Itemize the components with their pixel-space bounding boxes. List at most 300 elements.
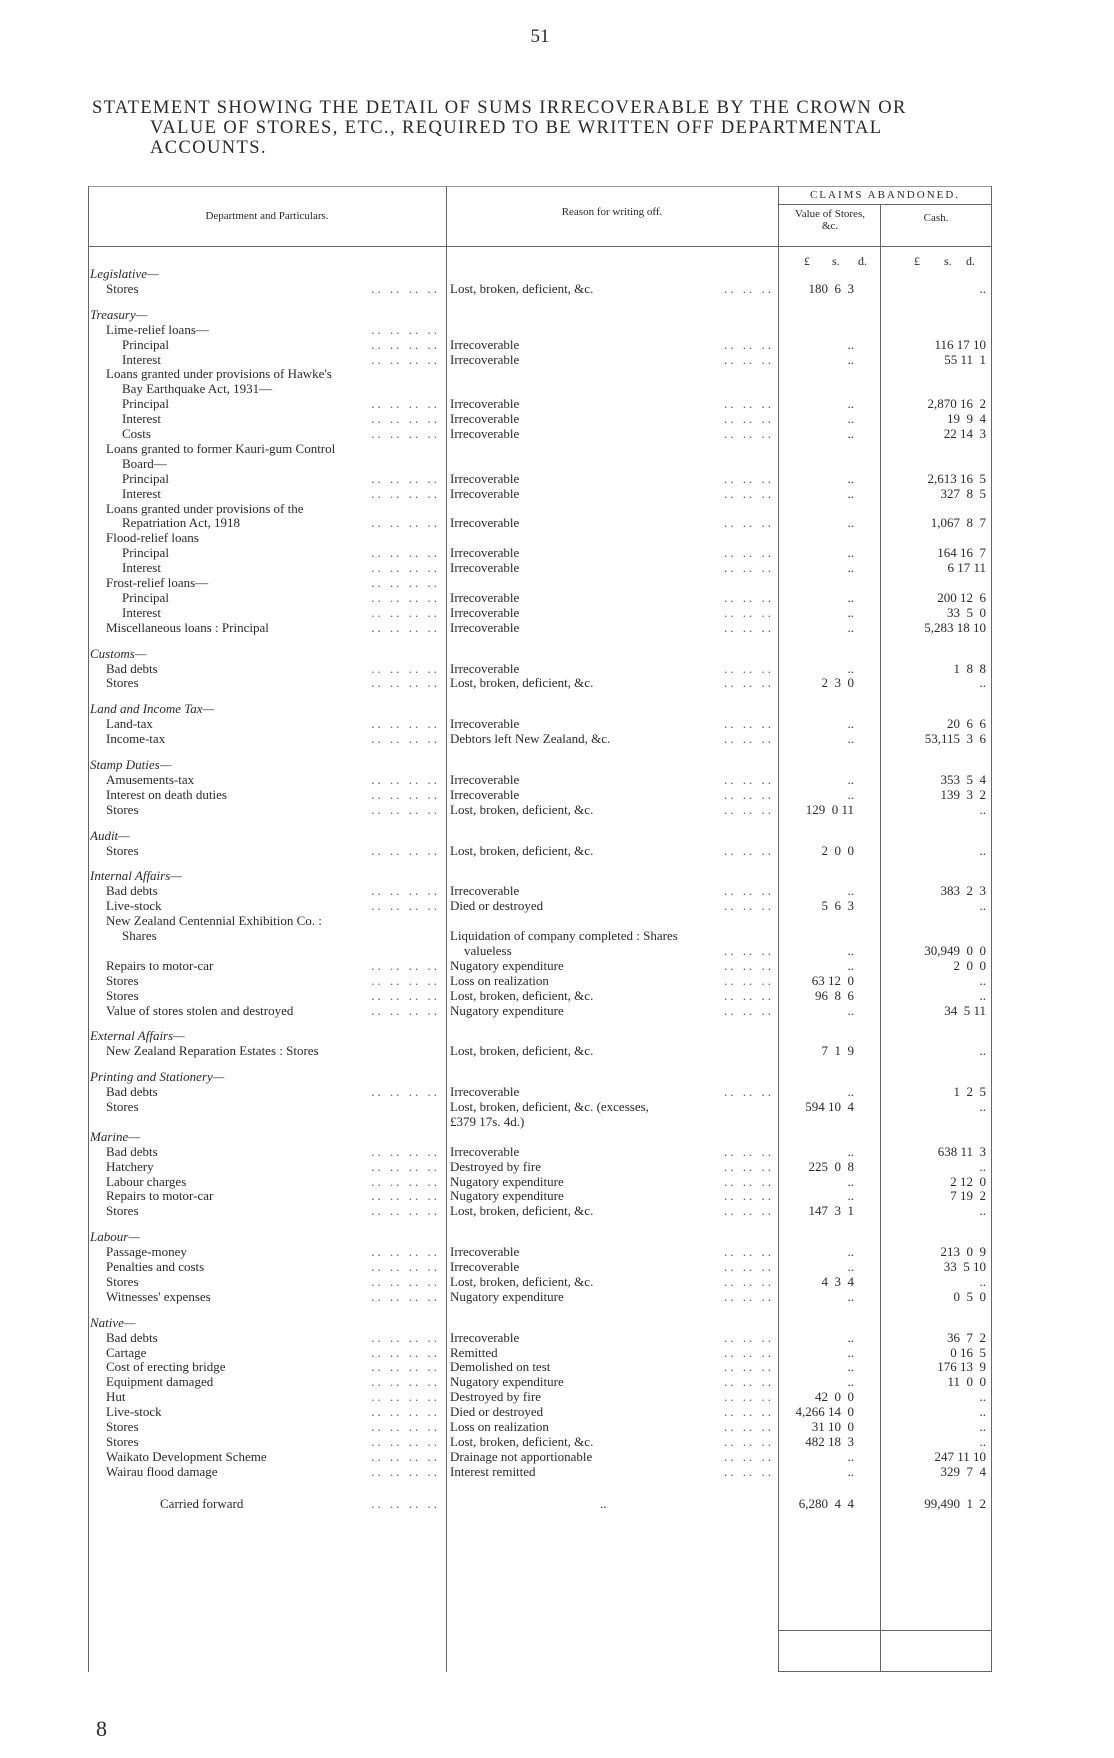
leader-dots: .. .. .. [724, 426, 774, 441]
section-heading: External Affairs— [90, 1028, 185, 1044]
unit-shilling-value: s. [832, 254, 840, 268]
value-of-stores-cell: .. [847, 660, 854, 676]
leader-dots: .. .. .. [724, 1244, 774, 1260]
unit-pence-cash: d. [966, 254, 975, 268]
reason-cell: Debtors left New Zealand, &c. [450, 731, 611, 747]
particulars-column [90, 1330, 442, 1345]
leader-dots: .. .. .. .. [371, 1244, 440, 1260]
leader-dots: .. .. .. .. [371, 1433, 440, 1449]
cash-cell: 5,283 18 10 [924, 619, 986, 635]
reason-column [450, 1289, 776, 1304]
particulars-cell: Interest [122, 351, 161, 367]
table-row [88, 1449, 992, 1464]
leader-dots: .. .. .. [724, 1329, 774, 1345]
leader-dots: .. .. .. .. [371, 575, 440, 590]
cash-cell: 1 8 8 [953, 660, 986, 676]
section-heading-row [88, 757, 992, 772]
reason-column [450, 471, 776, 486]
table-row [88, 1434, 992, 1449]
reason-column [450, 560, 776, 575]
section-heading-row [88, 1028, 992, 1043]
particulars-column [90, 396, 442, 411]
particulars-cell: Stores [106, 1273, 139, 1289]
cash-cell: 2,613 16 5 [927, 470, 986, 486]
cash-cell: .. [979, 1389, 986, 1405]
reason-cell: Lost, broken, deficient, &c. (excesses, [450, 1099, 649, 1114]
unit-shilling-cash: s. [944, 254, 952, 268]
reason-cell: Lost, broken, deficient, &c. [450, 801, 594, 817]
particulars-column [90, 486, 442, 501]
particulars-column [90, 530, 442, 545]
section-heading-row [88, 828, 992, 843]
leader-dots: .. .. .. [724, 1002, 774, 1018]
table-row [88, 731, 992, 746]
particulars-column [90, 501, 442, 516]
reason-column [450, 1244, 776, 1259]
leader-dots: .. .. .. [724, 1359, 774, 1375]
particulars-cell: Stores [106, 280, 139, 296]
leader-dots: .. .. .. [724, 1273, 774, 1289]
cash-cell: 2 12 0 [950, 1173, 986, 1189]
particulars-column [90, 1289, 442, 1304]
leader-dots: .. .. .. .. [371, 1173, 440, 1189]
table-row [88, 530, 992, 545]
section-heading: Labour— [90, 1229, 140, 1245]
value-of-stores-cell: .. [847, 351, 854, 367]
section-heading: Printing and Stationery— [90, 1069, 225, 1085]
particulars-column [90, 1203, 442, 1218]
table-row [88, 620, 992, 635]
value-of-stores-cell: 482 18 3 [805, 1433, 854, 1449]
particulars-cell: Bad debts [106, 883, 158, 899]
leader-dots: .. .. .. .. [371, 731, 440, 747]
leader-dots: .. .. .. .. [371, 619, 440, 635]
leader-dots: .. .. .. [724, 604, 774, 620]
particulars-cell: Value of stores stolen and destroyed [106, 1002, 294, 1018]
cash-cell: .. [979, 801, 986, 817]
reason-cell: Destroyed by fire [450, 1389, 541, 1405]
value-of-stores-cell: 6,280 4 4 [798, 1495, 854, 1511]
leader-dots: .. .. .. [724, 972, 774, 988]
table-row [88, 1289, 992, 1304]
particulars-column [90, 1464, 442, 1479]
leader-dots: .. .. .. .. [371, 801, 440, 817]
particulars-cell: Bad debts [106, 1143, 158, 1159]
particulars-column [90, 620, 442, 635]
particulars-cell: Principal [122, 396, 169, 412]
reason-cell: valueless [464, 942, 512, 958]
leader-dots: .. .. .. [724, 771, 774, 787]
leader-dots: .. .. .. [724, 1188, 774, 1204]
section-heading: Internal Affairs— [90, 868, 182, 884]
reason-column [450, 620, 776, 635]
particulars-column [90, 575, 442, 590]
particulars-cell: Shares [122, 928, 157, 943]
reason-cell: Lost, broken, deficient, &c. [450, 1043, 594, 1059]
cash-cell: 22 14 3 [943, 426, 986, 441]
carried-forward-row [88, 1496, 992, 1511]
page-title [92, 98, 1022, 158]
reason-column [450, 787, 776, 802]
value-of-stores-cell: .. [847, 485, 854, 501]
particulars-column [90, 913, 442, 928]
particulars-column [90, 1274, 442, 1289]
reason-column [450, 675, 776, 690]
total-top-rule [778, 1630, 992, 1631]
total-bottom-rule [778, 1671, 992, 1672]
particulars-column [90, 1244, 442, 1259]
particulars-cell: Amusements-tax [106, 771, 195, 787]
leader-dots: .. .. .. [724, 589, 774, 605]
table-row [88, 1043, 992, 1058]
reason-column [450, 898, 776, 913]
cash-cell: .. [979, 1273, 986, 1289]
cash-cell: 116 17 10 [934, 336, 986, 352]
reason-cell: Lost, broken, deficient, &c. [450, 675, 594, 691]
particulars-cell: Carried forward [160, 1495, 244, 1511]
reason-cell: Demolished on test [450, 1359, 551, 1375]
value-of-stores-cell: .. [847, 1329, 854, 1345]
reason-cell: Irrecoverable [450, 470, 520, 486]
cash-cell: 0 5 0 [953, 1288, 986, 1304]
cash-cell: .. [979, 1404, 986, 1420]
table-row [88, 441, 992, 456]
table-row [88, 661, 992, 676]
cash-cell: 33 5 0 [947, 604, 986, 620]
table-row [88, 501, 992, 516]
particulars-cell: Waikato Development Scheme [106, 1448, 267, 1464]
leader-dots: .. .. .. [724, 942, 774, 958]
cash-cell: .. [979, 972, 986, 988]
value-of-stores-cell: .. [847, 396, 854, 412]
particulars-column [90, 802, 442, 817]
reason-column [450, 352, 776, 367]
leader-dots: .. .. .. [724, 1084, 774, 1100]
particulars-column [90, 1003, 442, 1018]
reason-cell: Nugatory expenditure [450, 1288, 564, 1304]
reason-cell: Irrecoverable [450, 336, 520, 352]
reason-cell: Destroyed by fire [450, 1158, 541, 1174]
reason-column [450, 1419, 776, 1434]
reason-column [450, 1003, 776, 1018]
particulars-cell: New Zealand Centennial Exhibition Co. : [106, 913, 322, 929]
table-row [88, 426, 992, 441]
reason-column [450, 1084, 776, 1099]
particulars-column [90, 958, 442, 973]
reason-column [450, 1144, 776, 1159]
value-of-stores-cell: .. [847, 1188, 854, 1204]
particulars-cell: Equipment damaged [106, 1374, 214, 1390]
footer-mark: 8 [96, 1716, 107, 1741]
leader-dots: .. .. .. .. [371, 1203, 440, 1219]
leader-dots: .. .. .. [724, 411, 774, 427]
table-row [88, 988, 992, 1003]
table-row [88, 928, 992, 943]
table-row [88, 471, 992, 486]
reason-column [450, 1274, 776, 1289]
particulars-column [90, 757, 442, 772]
header-reason: Reason for writing off. [561, 206, 663, 218]
leader-dots: .. .. .. [724, 883, 774, 899]
value-of-stores-cell: .. [847, 604, 854, 620]
leader-dots: .. .. .. [724, 1389, 774, 1405]
particulars-column [90, 1069, 442, 1084]
section-heading-row [88, 1129, 992, 1144]
leader-dots: .. .. .. [724, 545, 774, 561]
value-of-stores-cell: .. [847, 619, 854, 635]
particulars-column [90, 426, 442, 441]
leader-dots: .. .. .. [724, 675, 774, 691]
reason-column [450, 973, 776, 988]
particulars-column [90, 411, 442, 426]
value-of-stores-cell: 129 0 11 [805, 801, 854, 817]
particulars-cell: Costs [122, 426, 151, 441]
cash-cell: 20 6 6 [947, 716, 986, 732]
table-row [88, 1464, 992, 1479]
particulars-column [90, 661, 442, 676]
reason-column [450, 843, 776, 858]
leader-dots: .. .. .. [724, 1463, 774, 1479]
reason-column [450, 1159, 776, 1174]
leader-dots: .. .. .. .. [371, 1404, 440, 1420]
table-row [88, 337, 992, 352]
reason-column [450, 1449, 776, 1464]
reason-column [450, 772, 776, 787]
reason-cell: Irrecoverable [450, 604, 520, 620]
particulars-column [90, 787, 442, 802]
value-of-stores-cell: .. [847, 560, 854, 576]
particulars-cell: Stores [106, 842, 139, 858]
leader-dots: .. .. .. .. [371, 987, 440, 1003]
reason-cell: Irrecoverable [450, 883, 520, 899]
cash-cell: .. [979, 280, 986, 296]
leader-dots: .. .. .. [724, 1404, 774, 1420]
reason-column [450, 1434, 776, 1449]
section-heading-row [88, 646, 992, 661]
particulars-column [90, 1374, 442, 1389]
reason-column [450, 1389, 776, 1404]
reason-column [450, 716, 776, 731]
leader-dots: .. .. .. .. [371, 1344, 440, 1360]
leader-dots: .. .. .. [724, 898, 774, 914]
leader-dots: .. .. .. [724, 1203, 774, 1219]
particulars-column [90, 701, 442, 716]
reason-cell: Irrecoverable [450, 716, 520, 732]
particulars-cell: Stores [106, 1203, 139, 1219]
section-heading: Treasury— [90, 306, 148, 322]
particulars-column [90, 560, 442, 575]
particulars-column [90, 471, 442, 486]
value-of-stores-cell: .. [847, 1448, 854, 1464]
reason-cell: Lost, broken, deficient, &c. [450, 987, 594, 1003]
header-bottom-rule [88, 246, 992, 247]
value-of-stores-cell: .. [847, 470, 854, 486]
table-row [88, 1244, 992, 1259]
particulars-column [90, 545, 442, 560]
particulars-cell: Repairs to motor-car [106, 957, 214, 973]
reason-column [450, 411, 776, 426]
reason-column [450, 396, 776, 411]
leader-dots: .. .. .. .. [371, 515, 440, 531]
cash-cell: 164 16 7 [937, 545, 986, 561]
value-of-stores-cell: .. [847, 1244, 854, 1260]
leader-dots: .. .. .. .. [371, 716, 440, 732]
reason-cell: Lost, broken, deficient, &c. [450, 1273, 594, 1289]
cash-cell: 329 7 4 [940, 1463, 986, 1479]
cash-cell: 36 7 2 [947, 1329, 986, 1345]
leader-dots: .. .. .. .. [371, 1273, 440, 1289]
leader-dots: .. .. .. [724, 1374, 774, 1390]
leader-dots: .. .. .. .. [371, 1463, 440, 1479]
reason-cell: Loss on realization [450, 972, 549, 988]
value-of-stores-cell: 5 6 3 [821, 898, 854, 914]
particulars-cell: Repatriation Act, 1918 [122, 515, 241, 531]
particulars-column [90, 1174, 442, 1189]
particulars-cell: New Zealand Reparation Estates : Stores [106, 1043, 319, 1059]
value-of-stores-cell: .. [847, 1143, 854, 1159]
particulars-column [90, 1129, 442, 1144]
value-of-stores-cell: .. [847, 942, 854, 958]
value-of-stores-cell: 4 3 4 [821, 1273, 854, 1289]
reason-cell: Irrecoverable [450, 485, 520, 501]
reason-column [450, 486, 776, 501]
particulars-column [90, 1359, 442, 1374]
table-row [88, 1084, 992, 1099]
particulars-column [90, 898, 442, 913]
leader-dots: .. .. .. [724, 619, 774, 635]
particulars-column [90, 1188, 442, 1203]
value-of-stores-cell: 42 0 0 [815, 1389, 854, 1405]
particulars-cell: Interest [122, 604, 161, 620]
reason-column [450, 590, 776, 605]
value-of-stores-cell: .. [847, 1288, 854, 1304]
section-heading-row [88, 701, 992, 716]
reason-column [450, 1188, 776, 1203]
leader-dots: .. .. .. .. [371, 898, 440, 914]
leader-dots: .. .. .. .. [371, 396, 440, 412]
table-row [88, 675, 992, 690]
table-row [88, 1144, 992, 1159]
table-row [88, 1188, 992, 1203]
cash-cell: 7 19 2 [950, 1188, 986, 1204]
particulars-column [90, 988, 442, 1003]
value-of-stores-cell: .. [847, 589, 854, 605]
cash-cell: 0 16 5 [950, 1344, 986, 1360]
reason-column [450, 1496, 776, 1511]
particulars-column [90, 772, 442, 787]
table-row [88, 352, 992, 367]
particulars-cell: Interest on death duties [106, 786, 227, 802]
cash-cell: .. [979, 987, 986, 1003]
cash-cell: 33 5 10 [943, 1259, 986, 1274]
reason-cell: Irrecoverable [450, 1084, 520, 1100]
particulars-column [90, 1496, 442, 1511]
cash-cell: 139 3 2 [940, 786, 986, 802]
particulars-column [90, 281, 442, 296]
reason-column [450, 1359, 776, 1374]
reason-cell: Irrecoverable [450, 560, 520, 576]
leader-dots: .. .. .. .. [371, 660, 440, 676]
particulars-column [90, 322, 442, 337]
particulars-cell: Loans granted under provisions of Hawke's [106, 366, 332, 382]
value-of-stores-cell: .. [847, 1344, 854, 1360]
reason-cell: Loss on realization [450, 1419, 549, 1434]
value-of-stores-cell: .. [847, 1359, 854, 1375]
table-row [88, 943, 992, 958]
leader-dots: .. .. .. .. [371, 786, 440, 802]
cash-cell: 34 5 11 [944, 1002, 986, 1018]
reason-cell: Irrecoverable [450, 515, 520, 531]
particulars-cell: Repairs to motor-car [106, 1188, 214, 1204]
particulars-cell: Miscellaneous loans : Principal [106, 619, 269, 635]
leader-dots: .. .. .. .. [371, 411, 440, 427]
leader-dots: .. .. .. .. [371, 336, 440, 352]
table-row [88, 590, 992, 605]
table-row [88, 1174, 992, 1189]
cash-cell: 200 12 6 [937, 589, 986, 605]
reason-cell: Irrecoverable [450, 396, 520, 412]
cash-cell: 383 2 3 [940, 883, 986, 899]
particulars-cell: Stores [106, 1433, 139, 1449]
reason-column [450, 337, 776, 352]
section-heading: Stamp Duties— [90, 757, 172, 772]
cash-cell: 638 11 3 [937, 1143, 986, 1159]
section-heading: Marine— [90, 1128, 140, 1144]
table-row [88, 843, 992, 858]
title-line-3: ACCOUNTS. [150, 138, 267, 158]
table-row [88, 456, 992, 471]
particulars-cell: Frost-relief loans— [106, 575, 209, 590]
title-line-2: VALUE OF STORES, ETC., REQUIRED TO BE WRITTEN OFF DEPARTMENTAL [150, 118, 883, 138]
particulars-cell: Principal [122, 336, 169, 352]
particulars-cell: Wairau flood damage [106, 1463, 218, 1479]
table-row [88, 716, 992, 731]
reason-cell: Irrecoverable [450, 660, 520, 676]
particulars-cell: Penalties and costs [106, 1259, 205, 1274]
particulars-column [90, 675, 442, 690]
reason-column [450, 1259, 776, 1274]
particulars-cell: Labour charges [106, 1173, 187, 1189]
particulars-cell: Principal [122, 589, 169, 605]
particulars-column [90, 1259, 442, 1274]
table-row [88, 560, 992, 575]
cash-cell: 1 2 5 [953, 1084, 986, 1100]
leader-dots: .. .. .. .. [371, 1374, 440, 1390]
particulars-column [90, 352, 442, 367]
reason-column [450, 1404, 776, 1419]
reason-column [450, 943, 776, 958]
leader-dots: .. .. .. [724, 485, 774, 501]
table-top-rule [88, 186, 992, 187]
cash-cell: .. [979, 1419, 986, 1434]
leader-dots: .. .. .. [724, 1433, 774, 1449]
leader-dots: .. .. .. .. [371, 771, 440, 787]
value-of-stores-cell: .. [847, 1173, 854, 1189]
reason-cell: Irrecoverable [450, 411, 520, 427]
section-heading-row [88, 1229, 992, 1244]
leader-dots: .. .. .. [724, 351, 774, 367]
cash-cell: .. [979, 842, 986, 858]
particulars-column [90, 1144, 442, 1159]
particulars-cell: Live-stock [106, 898, 162, 914]
particulars-cell: Live-stock [106, 1404, 162, 1420]
reason-cell: Nugatory expenditure [450, 1188, 564, 1204]
particulars-column [90, 731, 442, 746]
leader-dots: .. .. .. .. [371, 604, 440, 620]
particulars-column [90, 1419, 442, 1434]
particulars-cell: Cost of erecting bridge [106, 1359, 226, 1375]
particulars-cell: Bad debts [106, 1329, 158, 1345]
